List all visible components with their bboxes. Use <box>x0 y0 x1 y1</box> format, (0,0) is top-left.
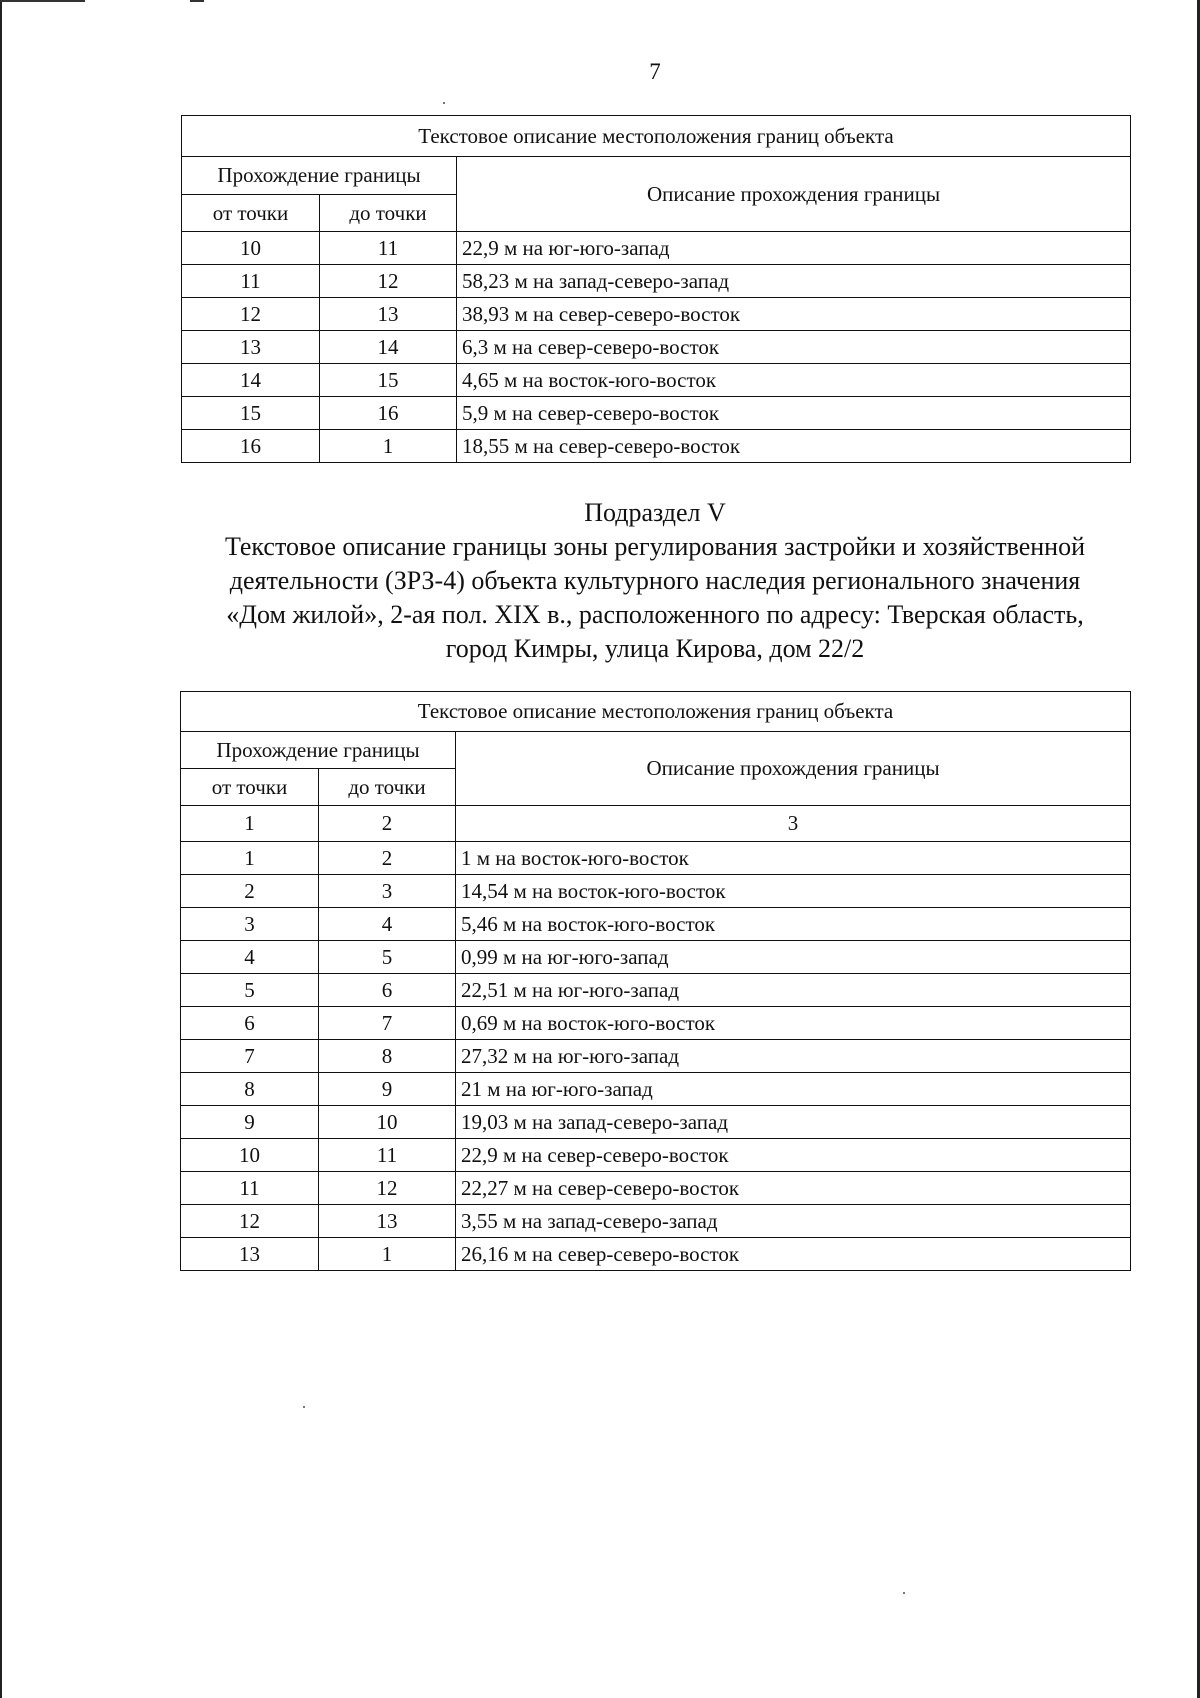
boundary-description: 22,9 м на север-северо-восток <box>456 1139 1131 1172</box>
to-point: 10 <box>319 1106 456 1139</box>
from-point: 2 <box>181 875 319 908</box>
table-row <box>181 1139 1131 1172</box>
boundary-description: 22,51 м на юг-юго-запад <box>456 974 1131 1007</box>
boundary-description: 22,27 м на север-северо-восток <box>456 1172 1131 1205</box>
table-row <box>181 842 1131 875</box>
table-row <box>182 331 1131 364</box>
table-caption: Текстовое описание местоположения границ объекта <box>181 692 1131 732</box>
page-number: 7 <box>649 59 661 84</box>
section-heading <box>175 496 1135 666</box>
to-point: 2 <box>319 842 456 875</box>
from-point: 5 <box>181 974 319 1007</box>
to-point: 13 <box>320 298 457 331</box>
section-title: Подраздел V <box>584 498 726 527</box>
boundary-description: 18,55 м на север-северо-восток <box>457 430 1131 463</box>
from-point: 7 <box>181 1040 319 1073</box>
from-point-header: от точки <box>181 769 319 806</box>
to-point: 1 <box>320 430 457 463</box>
from-point: 6 <box>181 1007 319 1040</box>
description-header: Описание прохождения границы <box>457 157 1131 232</box>
from-point: 1 <box>181 842 319 875</box>
boundary-description: 3,55 м на запад-северо-запад <box>456 1205 1131 1238</box>
boundary-description: 38,93 м на север-северо-восток <box>457 298 1131 331</box>
table-row <box>181 974 1131 1007</box>
to-point: 14 <box>320 331 457 364</box>
to-point: 11 <box>319 1139 456 1172</box>
from-point: 8 <box>181 1073 319 1106</box>
boundary-description: 22,9 м на юг-юго-запад <box>457 232 1131 265</box>
from-point-header: от точки <box>182 195 320 232</box>
boundary-description: 58,23 м на запад-северо-запад <box>457 265 1131 298</box>
to-point: 12 <box>319 1172 456 1205</box>
boundary-description: 1 м на восток-юго-восток <box>456 842 1131 875</box>
boundary-description: 5,9 м на север-северо-восток <box>457 397 1131 430</box>
scan-top-line <box>190 0 204 2</box>
from-point: 12 <box>182 298 320 331</box>
from-point: 11 <box>181 1172 319 1205</box>
boundary-description: 5,46 м на восток-юго-восток <box>456 908 1131 941</box>
from-point: 12 <box>181 1205 319 1238</box>
table-row <box>181 1238 1131 1271</box>
from-point: 10 <box>181 1139 319 1172</box>
boundary-description: 14,54 м на восток-юго-восток <box>456 875 1131 908</box>
to-point-header: до точки <box>319 769 456 806</box>
boundary-description: 21 м на юг-юго-запад <box>456 1073 1131 1106</box>
from-point: 9 <box>181 1106 319 1139</box>
table-row <box>181 875 1131 908</box>
table-row <box>182 430 1131 463</box>
scan-speck <box>443 102 445 104</box>
to-point: 13 <box>319 1205 456 1238</box>
description-header: Описание прохождения границы <box>456 732 1131 806</box>
column-number: 3 <box>456 806 1131 842</box>
table-row <box>182 298 1131 331</box>
section-text-line: Текстовое описание границы зоны регулирования застройки и хозяйственной <box>224 532 1086 561</box>
boundary-table-2 <box>180 691 1131 1271</box>
to-point: 16 <box>320 397 457 430</box>
to-point-header: до точки <box>320 195 457 232</box>
to-point: 5 <box>319 941 456 974</box>
to-point: 7 <box>319 1007 456 1040</box>
table-row <box>182 265 1131 298</box>
table-row <box>181 908 1131 941</box>
table-row <box>181 1007 1131 1040</box>
section-text-line: деятельности (ЗРЗ-4) объекта культурного наследия регионального значения <box>229 566 1081 595</box>
scan-speck <box>303 1406 305 1408</box>
table-caption: Текстовое описание местоположения границ объекта <box>182 116 1131 157</box>
boundary-description: 0,99 м на юг-юго-запад <box>456 941 1131 974</box>
boundary-description: 26,16 м на север-северо-восток <box>456 1238 1131 1271</box>
scan-top-line <box>0 0 85 2</box>
to-point: 9 <box>319 1073 456 1106</box>
to-point: 6 <box>319 974 456 1007</box>
to-point: 12 <box>320 265 457 298</box>
passage-header: Прохождение границы <box>181 732 456 769</box>
column-number: 1 <box>181 806 319 842</box>
boundary-description: 19,03 м на запад-северо-запад <box>456 1106 1131 1139</box>
to-point: 4 <box>319 908 456 941</box>
to-point: 15 <box>320 364 457 397</box>
scan-speck <box>903 1592 905 1594</box>
from-point: 3 <box>181 908 319 941</box>
boundary-description: 27,32 м на юг-юго-запад <box>456 1040 1131 1073</box>
from-point: 4 <box>181 941 319 974</box>
boundary-description: 4,65 м на восток-юго-восток <box>457 364 1131 397</box>
table-row <box>182 397 1131 430</box>
to-point: 11 <box>320 232 457 265</box>
from-point: 16 <box>182 430 320 463</box>
table-row <box>182 232 1131 265</box>
section-text-line: «Дом жилой», 2-ая пол. XIX в., расположенного по адресу: Тверская область, <box>226 600 1084 629</box>
table-row <box>181 1172 1131 1205</box>
from-point: 13 <box>182 331 320 364</box>
column-number: 2 <box>319 806 456 842</box>
to-point: 8 <box>319 1040 456 1073</box>
table-row <box>181 1040 1131 1073</box>
boundary-description: 0,69 м на восток-юго-восток <box>456 1007 1131 1040</box>
from-point: 10 <box>182 232 320 265</box>
boundary-description: 6,3 м на север-северо-восток <box>457 331 1131 364</box>
from-point: 11 <box>182 265 320 298</box>
to-point: 1 <box>319 1238 456 1271</box>
from-point: 15 <box>182 397 320 430</box>
table-row <box>181 1205 1131 1238</box>
boundary-table-1 <box>181 115 1131 463</box>
passage-header: Прохождение границы <box>182 157 457 195</box>
section-text-line: город Кимры, улица Кирова, дом 22/2 <box>445 634 865 663</box>
to-point: 3 <box>319 875 456 908</box>
column-numbering-row <box>181 806 1131 842</box>
scan-edge-left <box>0 0 2 1698</box>
table-row <box>181 1106 1131 1139</box>
table-row <box>181 941 1131 974</box>
table-row <box>181 1073 1131 1106</box>
from-point: 13 <box>181 1238 319 1271</box>
table-row <box>182 364 1131 397</box>
from-point: 14 <box>182 364 320 397</box>
